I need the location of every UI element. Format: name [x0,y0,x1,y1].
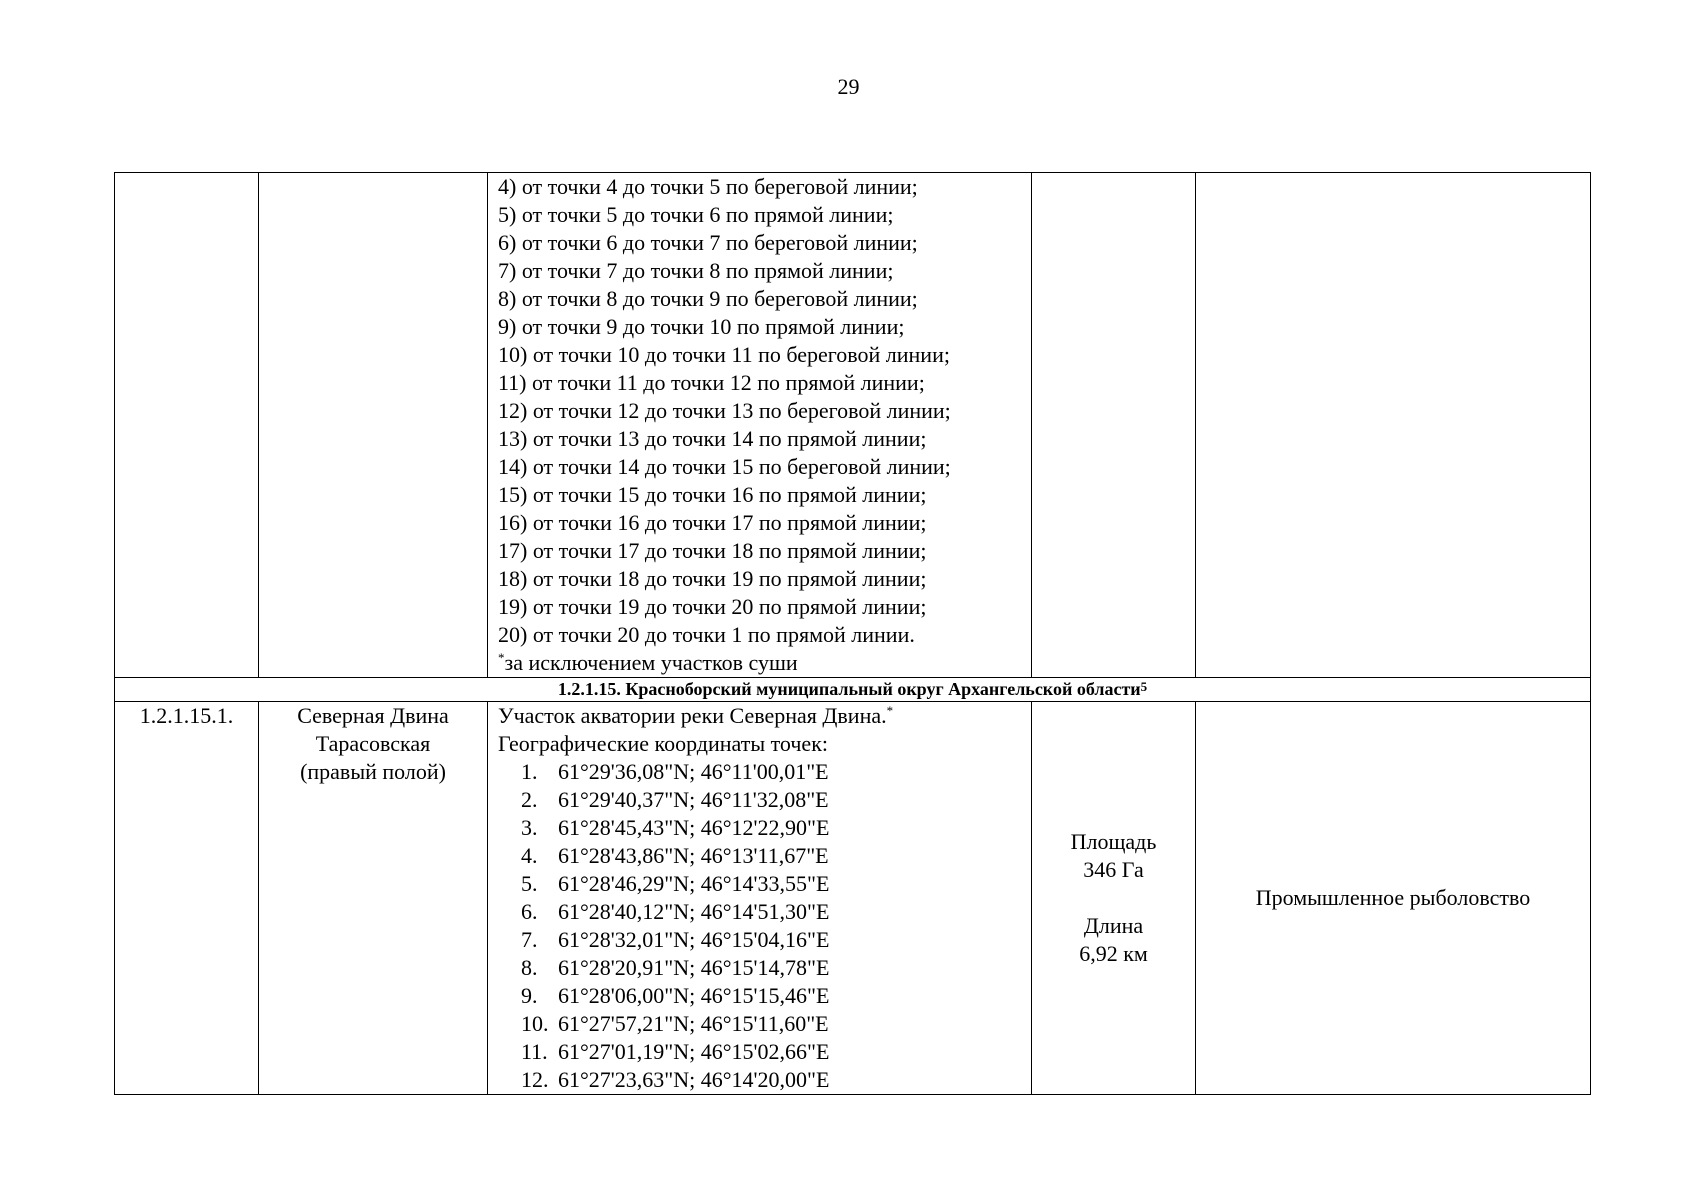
boundary-description-lines [498,173,1021,649]
boundary-line: 5) от точки 5 до точки 6 по прямой линии; [498,202,894,227]
entry-name-line: (правый полой) [300,759,446,784]
list-item [521,870,1021,898]
list-item [521,1066,1021,1094]
section-footnote-ref: 5 [1140,679,1148,694]
continuation-boundary-cell [488,173,1032,678]
coord-number: 6. [521,899,538,924]
boundary-line: 11) от точки 11 до точки 12 по прямой линии; [498,370,925,395]
coord-value: 61°29'36,08"N; 46°11'00,01"E [558,759,829,784]
boundary-line: 16) от точки 16 до точки 17 по прямой линии; [498,510,927,535]
coord-value: 61°28'46,29"N; 46°14'33,55"E [558,871,830,896]
coord-value: 61°28'06,00"N; 46°15'15,46"E [558,983,830,1008]
boundary-line: 6) от точки 6 до точки 7 по береговой линии; [498,230,918,255]
entry-size-cell [1032,702,1196,1095]
entry-code: 1.2.1.15.1. [115,702,259,1095]
section-title [115,678,1591,702]
boundary-line: 14) от точки 14 до точки 15 по береговой линии; [498,454,951,479]
list-item [521,926,1021,954]
entry-name [259,702,488,1095]
fishing-areas-table [114,172,1591,1095]
list-item [521,758,1021,786]
entry-description [498,702,1021,730]
list-item [521,954,1021,982]
list-item [521,842,1021,870]
coord-number: 5. [521,871,538,896]
coord-value: 61°28'40,12"N; 46°14'51,30"E [558,899,830,924]
coord-number: 8. [521,955,538,980]
continuation-row [115,173,1591,678]
footnote-mark: * [498,650,505,665]
list-item [521,1010,1021,1038]
entry-description-text: Участок акватории реки Северная Двина. [498,703,887,728]
coord-value: 61°28'20,91"N; 46°15'14,78"E [558,955,830,980]
footnote-text: за исключением участков суши [504,650,798,675]
continuation-code-cell [115,173,259,678]
list-item [521,1038,1021,1066]
boundary-line: 9) от точки 9 до точки 10 по прямой линии; [498,314,905,339]
entry-name-line: Северная Двина [297,703,449,728]
length-label: Длина [1083,913,1144,938]
coord-number: 2. [521,787,538,812]
page-number: 29 [837,74,860,99]
area-value: 346 Га [1083,857,1144,882]
boundary-line: 4) от точки 4 до точки 5 по береговой линии; [498,174,918,199]
list-item [521,814,1021,842]
coord-value: 61°27'57,21"N; 46°15'11,60"E [558,1011,829,1036]
coordinates-list [498,758,1021,1094]
boundary-line: 19) от точки 19 до точки 20 по прямой линии; [498,594,927,619]
coord-value: 61°27'23,63"N; 46°14'20,00"E [558,1067,830,1092]
continuation-purpose-cell [1196,173,1591,678]
boundary-line: 8) от точки 8 до точки 9 по береговой линии; [498,286,918,311]
boundary-line: 15) от точки 15 до точки 16 по прямой линии; [498,482,927,507]
boundary-line: 12) от точки 12 до точки 13 по береговой линии; [498,398,951,423]
coord-value: 61°28'43,86"N; 46°13'11,67"E [558,843,829,868]
section-title-text: 1.2.1.15. Красноборский муниципальный округ Архангельской области [557,679,1141,699]
continuation-name-cell [259,173,488,678]
coord-value: 61°28'45,43"N; 46°12'22,90"E [558,815,830,840]
coord-number: 11. [521,1039,548,1064]
coord-number: 9. [521,983,538,1008]
coords-heading: Географические координаты точек: [498,731,828,756]
entry-purpose: Промышленное рыболовство [1196,702,1591,1095]
coord-value: 61°27'01,19"N; 46°15'02,66"E [558,1039,830,1064]
coord-number: 7. [521,927,538,952]
section-header-row [115,678,1591,702]
coord-number: 1. [521,759,538,784]
boundary-line: 20) от точки 20 до точки 1 по прямой линии. [498,622,915,647]
list-item [521,982,1021,1010]
coord-number: 4. [521,843,538,868]
boundary-line: 10) от точки 10 до точки 11 по береговой линии; [498,342,950,367]
size-spacer [1042,884,1185,912]
boundary-line: 17) от точки 17 до точки 18 по прямой линии; [498,538,927,563]
area-label: Площадь [1070,829,1157,854]
entry-boundary-cell [488,702,1032,1095]
length-value: 6,92 км [1079,941,1148,966]
table-row [115,702,1591,1095]
list-item [521,786,1021,814]
coord-number: 3. [521,815,538,840]
continuation-size-cell [1032,173,1196,678]
coord-number: 12. [521,1067,549,1092]
boundary-line: 18) от точки 18 до точки 19 по прямой линии; [498,566,927,591]
boundary-line: 7) от точки 7 до точки 8 по прямой линии; [498,258,894,283]
coord-value: 61°28'32,01"N; 46°15'04,16"E [558,927,830,952]
entry-description-mark: * [886,703,894,718]
entry-name-line: Тарасовская [315,731,431,756]
coord-number: 10. [521,1011,549,1036]
footnote-line [498,649,1021,677]
coord-value: 61°29'40,37"N; 46°11'32,08"E [558,787,829,812]
boundary-line: 13) от точки 13 до точки 14 по прямой линии; [498,426,927,451]
list-item [521,898,1021,926]
